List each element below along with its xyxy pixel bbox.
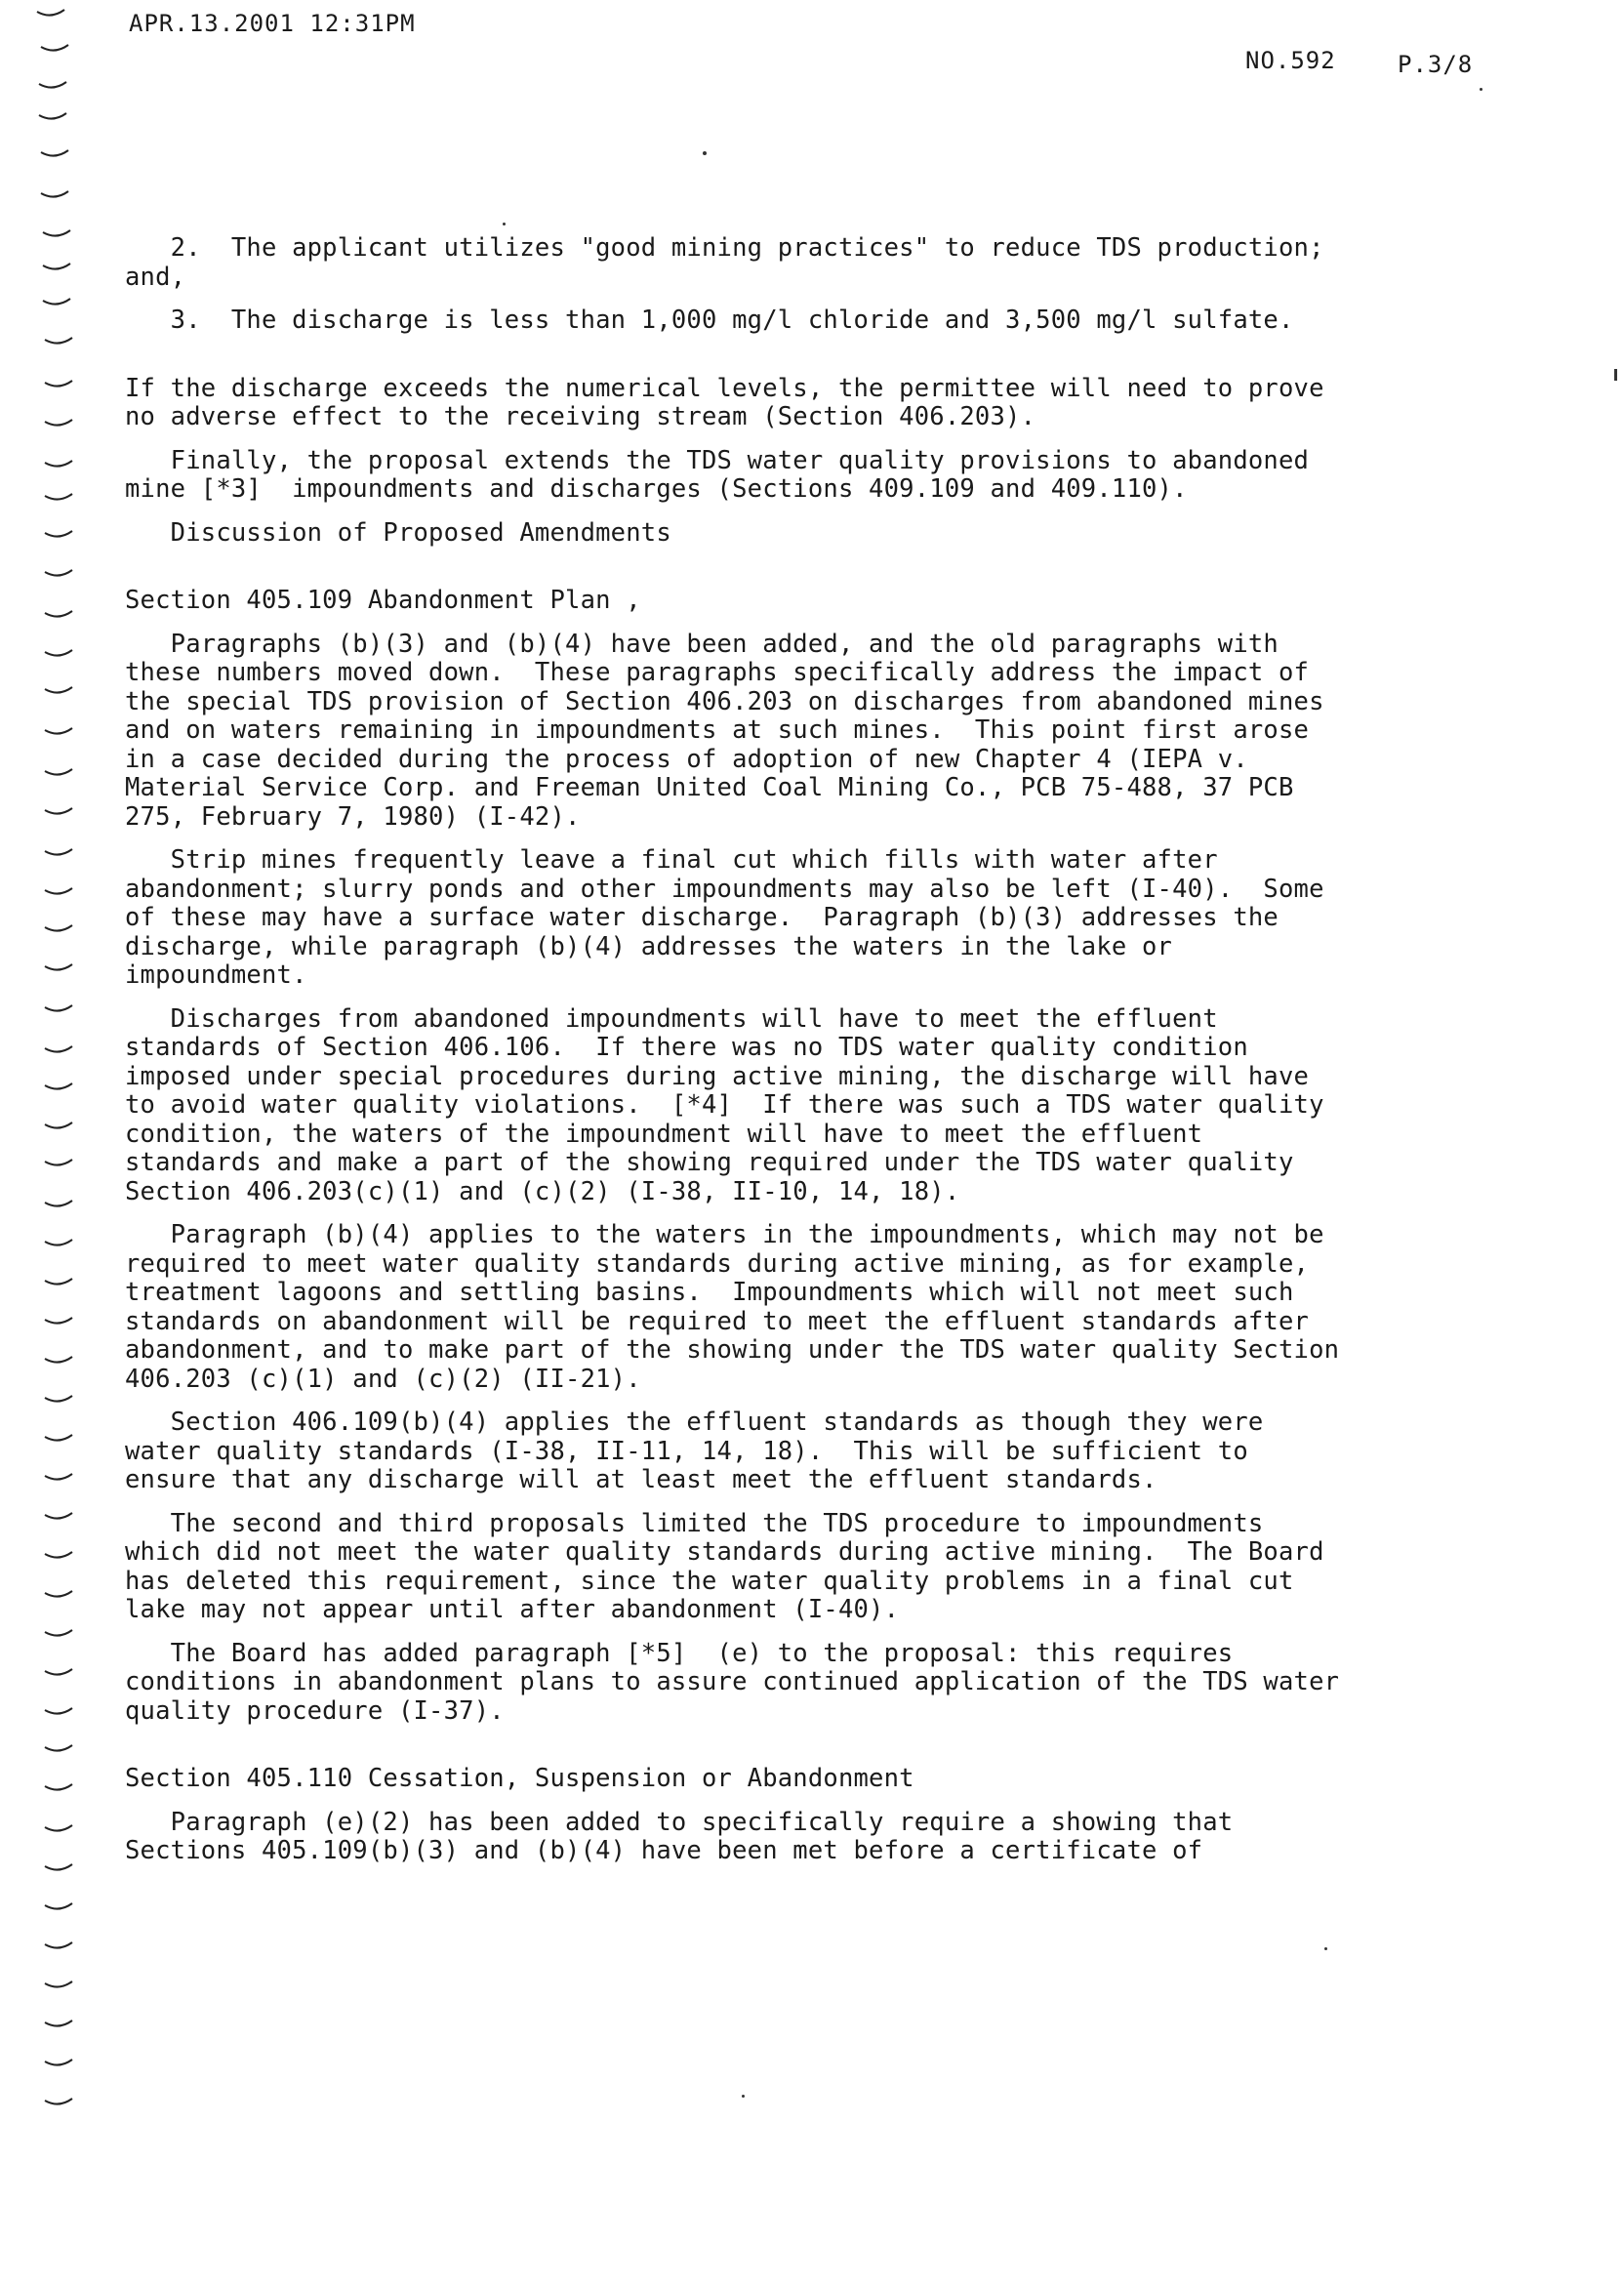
text-line: quality procedure (I-37). <box>125 1695 505 1726</box>
text-line: Paragraph (e)(2) has been added to specifically require a showing that <box>125 1807 1234 1837</box>
paragraph <box>125 846 1433 991</box>
paragraph <box>125 1510 1433 1625</box>
text-line: standards and make a part of the showing required under the TDS water quality <box>125 1148 1294 1177</box>
text-line: 2. The applicant utilizes "good mining practices" to reduce TDS production; <box>125 233 1324 263</box>
document-body <box>125 234 1433 1866</box>
paragraph <box>125 447 1433 505</box>
paragraph <box>125 1005 1433 1207</box>
text-line: If the discharge exceeds the numerical levels, the permittee will need to prove <box>125 373 1324 403</box>
text-line: ensure that any discharge will at least meet the effluent standards. <box>125 1465 1157 1494</box>
paragraph <box>125 375 1433 432</box>
text-line: The Board has added paragraph [*5] (e) to the proposal: this requires <box>125 1638 1234 1668</box>
binding-margin-marks <box>29 0 88 2282</box>
text-line: Paragraphs (b)(3) and (b)(4) have been added, and the old paragraphs with <box>125 629 1279 659</box>
text-line: Section 406.109(b)(4) applies the effluent standards as though they were <box>125 1408 1264 1437</box>
text-line: which did not meet the water quality standards during active mining. The Board <box>125 1537 1324 1567</box>
scan-speck <box>503 223 506 225</box>
text-line: 275, February 7, 1980) (I-42). <box>125 801 581 832</box>
text-line: conditions in abandonment plans to assure continued application of the TDS water <box>125 1667 1340 1696</box>
text-line: Sections 405.109(b)(3) and (b)(4) have been met before a certificate of <box>125 1836 1203 1865</box>
paragraph <box>125 1640 1433 1727</box>
scan-speck <box>1614 369 1617 381</box>
list-item-3 <box>125 306 1433 336</box>
text-line: 3. The discharge is less than 1,000 mg/l chloride and 3,500 mg/l sulfate. <box>125 306 1294 335</box>
text-line: Material Service Corp. and Freeman United Coal Mining Co., PCB 75-488, 37 PCB <box>125 773 1294 802</box>
text-line: water quality standards (I-38, II-11, 14, 18). This will be sufficient to <box>125 1436 1248 1466</box>
text-line: Finally, the proposal extends the TDS water quality provisions to abandoned <box>125 445 1310 475</box>
text-line: no adverse effect to the receiving stream (Section 406.203). <box>125 402 1036 431</box>
text-line: impoundment. <box>125 960 307 990</box>
text-line: has deleted this requirement, since the water quality problems in a final cut <box>125 1566 1294 1596</box>
text-line: required to meet water quality standards during active mining, as for example, <box>125 1248 1310 1279</box>
text-line: Paragraph (b)(4) applies to the waters in the impoundments, which may not be <box>125 1220 1324 1249</box>
paragraph <box>125 1809 1433 1866</box>
text-line: in a case decided during the process of adoption of new Chapter 4 (IEPA v. <box>125 744 1248 774</box>
scan-speck <box>703 151 707 155</box>
list-item-2 <box>125 234 1433 292</box>
paragraph <box>125 631 1433 833</box>
text-line: mine [*3] impoundments and discharges (Sections 409.109 and 409.110). <box>125 474 1188 504</box>
text-line: standards on abandonment will be required to meet the effluent standards after <box>125 1306 1310 1336</box>
text-line: abandonment; slurry ponds and other impoundments may also be left (I-40). Some <box>125 874 1324 904</box>
section-subtitle: Discussion of Proposed Amendments <box>125 517 671 548</box>
text-line: to avoid water quality violations. [*4] If there was such a TDS water quality <box>125 1090 1324 1120</box>
text-line: treatment lagoons and settling basins. Impoundments which will not meet such <box>125 1278 1294 1307</box>
text-line: and, <box>125 262 186 292</box>
text-line: standards of Section 406.106. If there was no TDS water quality condition <box>125 1033 1248 1062</box>
paragraph <box>125 1408 1433 1495</box>
text-line: Strip mines frequently leave a final cut which fills with water after <box>125 845 1218 875</box>
section-heading: Section 405.110 Cessation, Suspension or Abandonment <box>125 1764 914 1793</box>
text-line: Section 406.203(c)(1) and (c)(2) (I-38, II-10, 14, 18). <box>125 1176 960 1206</box>
scan-speck <box>742 2095 745 2098</box>
scan-speck <box>1480 88 1482 91</box>
text-line: imposed under special procedures during active mining, the discharge will have <box>125 1061 1310 1091</box>
binding-marks-icon <box>29 0 88 2282</box>
text-line: the special TDS provision of Section 406.203 on discharges from abandoned mines <box>125 686 1324 716</box>
section-heading: Section 405.109 Abandonment Plan , <box>125 586 641 615</box>
text-line: and on waters remaining in impoundments at such mines. This point first arose <box>125 715 1310 745</box>
text-line: these numbers moved down. These paragraphs specifically address the impact of <box>125 658 1310 687</box>
text-line: abandonment, and to make part of the showing under the TDS water quality Section <box>125 1335 1340 1365</box>
fax-date-time: APR.13.2001 12:31PM <box>129 10 416 37</box>
text-line: lake may not appear until after abandonment (I-40). <box>125 1595 900 1624</box>
text-line: 406.203 (c)(1) and (c)(2) (II-21). <box>125 1364 641 1394</box>
text-line: Discharges from abandoned impoundments will have to meet the effluent <box>125 1003 1218 1034</box>
text-line: of these may have a surface water discharge. Paragraph (b)(3) addresses the <box>125 903 1279 932</box>
text-line: discharge, while paragraph (b)(4) addresses the waters in the lake or <box>125 931 1173 961</box>
fax-page-number: P.3/8 <box>1398 51 1474 78</box>
text-line: condition, the waters of the impoundment will have to meet the effluent <box>125 1119 1203 1149</box>
paragraph <box>125 1221 1433 1394</box>
fax-number: NO.592 <box>1245 47 1336 74</box>
text-line: The second and third proposals limited the TDS procedure to impoundments <box>125 1508 1264 1538</box>
scan-speck <box>1324 1947 1327 1950</box>
